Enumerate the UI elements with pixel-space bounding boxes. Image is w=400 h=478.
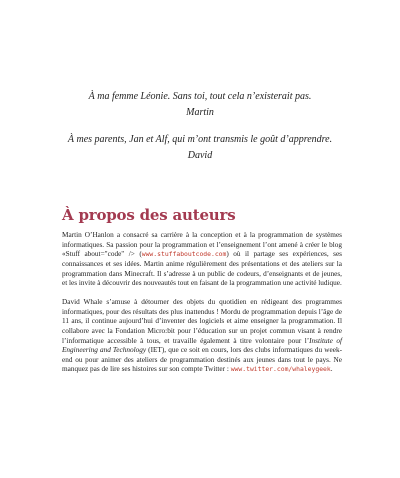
- bio-david-text-3: .: [330, 365, 333, 374]
- iet-name: Institute of Engineering and Technology: [62, 336, 342, 355]
- section-title: À propos des auteurs: [62, 206, 236, 224]
- dedication-2-signature: David: [187, 150, 213, 161]
- blog-link[interactable]: www.stuffaboutcode.com: [141, 250, 227, 259]
- author-bio-david: [62, 298, 342, 375]
- bio-martin-text-1: Martin O’Hanlon a consacré sa carrière à la conception et à la programmation de systèmes informatiques. Sa passion pour la programmation et l’enseignement l’ont amené à créer le blog «Stuff about="code" /> (: [62, 231, 342, 259]
- bio-david-text-2: (IET), que ce soit en cours, lors des clubs informatiques du week-end ou pour animer des ateliers de programmation destinés aux jeunes dans tout le pays. Ne manquez pas de lire ses histoires sur son compte Twitter :: [62, 346, 342, 374]
- author-bio-martin: [62, 231, 342, 289]
- twitter-link[interactable]: www.twitter.com/whaleygeek: [230, 365, 331, 374]
- bio-martin-text-2: ) où il partage ses expériences, ses connaissances et ses idées. Martin anime régulièrement des présentations et des ateliers sur la programmation dans Minecraft. Il s’adresse à un public de codeurs, d’enseignants et de jeunes, et les invite à découvrir des nouveautés tout en faisant de la programmation une activité ludique.: [62, 250, 342, 288]
- dedication-2: À mes parents, Jan et Alf, qui m’ont transmis le goût d’apprendre.: [67, 134, 333, 145]
- dedication-1: À ma femme Léonie. Sans toi, tout cela n’existerait pas.: [88, 91, 312, 102]
- dedication-1-signature: Martin: [186, 107, 214, 118]
- bio-david-text-1: David Whale s’amuse à détourner des objets du quotidien en rédigeant des programmes informatiques, pour des résultats des plus inattendus ! Mordu de programmation depuis l’âge de 11 ans, il continue aujourd’hui d’inventer des logiciels et aime enseigner la programmation. Il collabore avec la Fondation Micro:bit pour l’éducation sur un projet commun visant à rendre l’informatique accessible à tous, et travaille également à titre volontaire pour l’: [62, 298, 342, 345]
